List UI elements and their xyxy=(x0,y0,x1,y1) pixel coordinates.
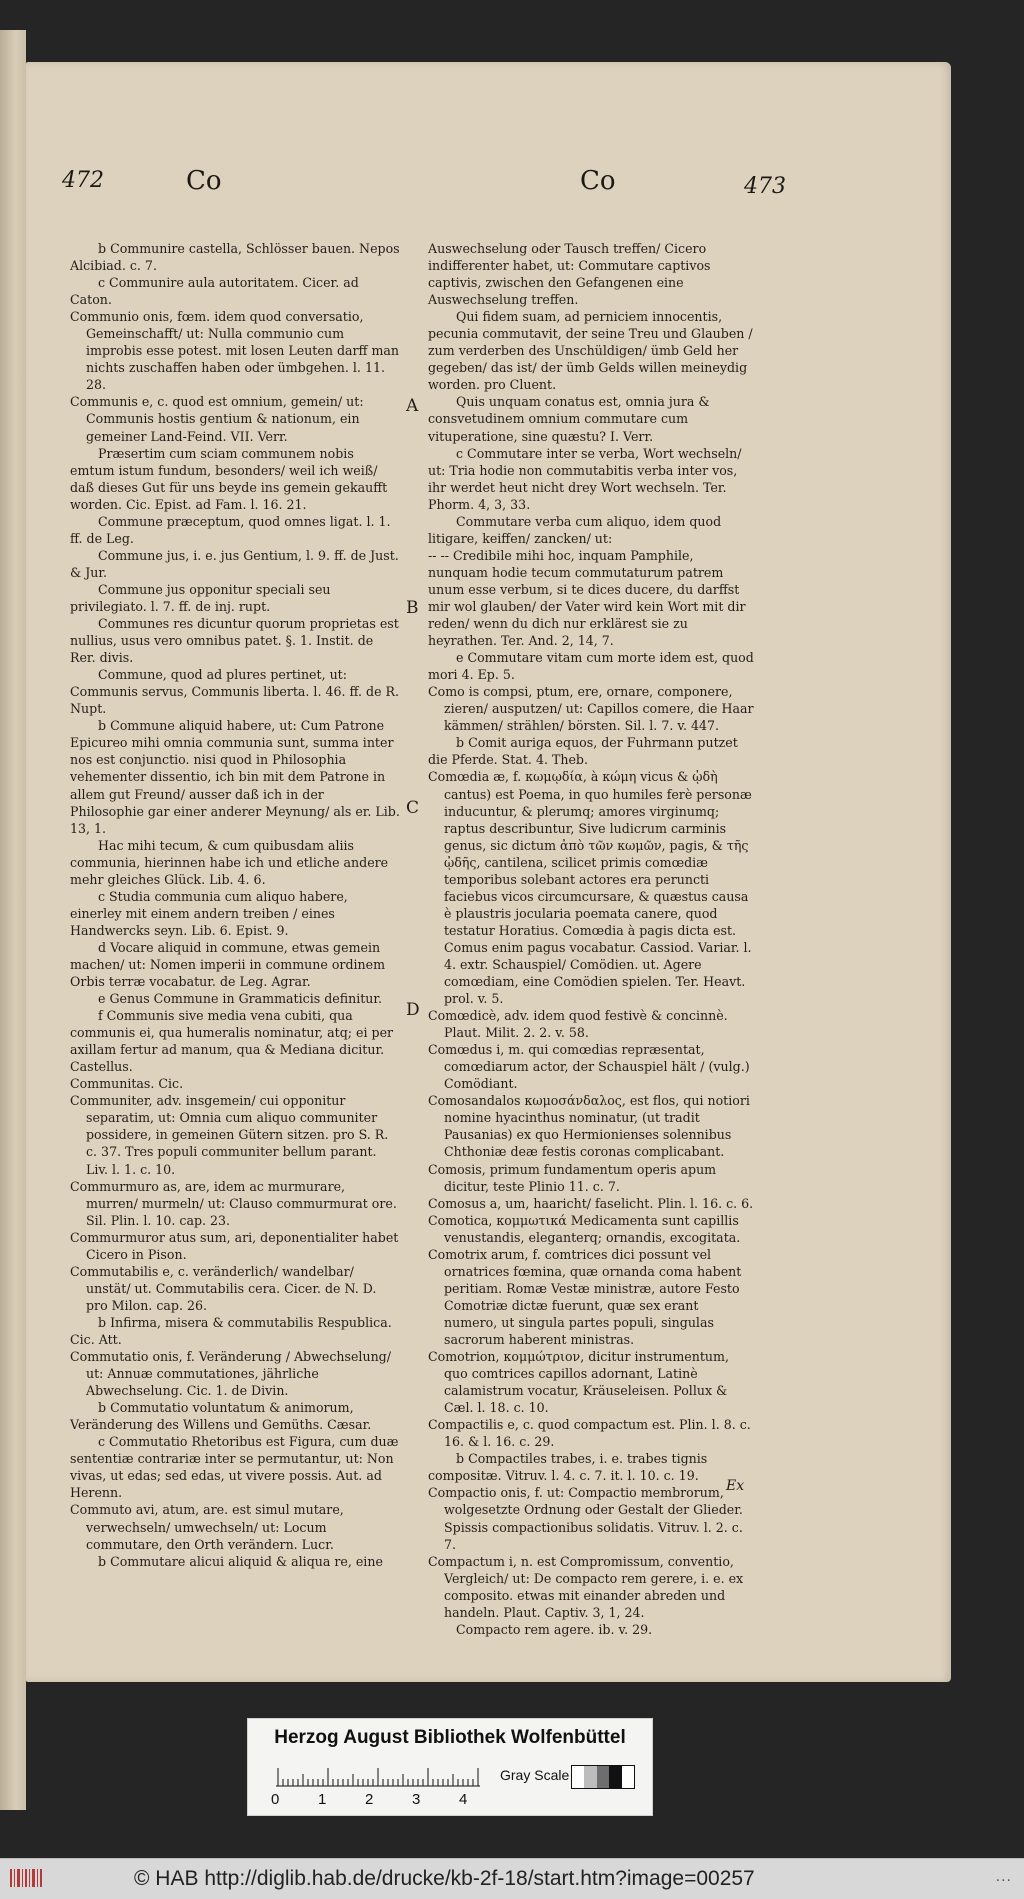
ruler-number: 3 xyxy=(412,1791,421,1808)
barcode-icon[interactable] xyxy=(8,1867,44,1889)
entry: Como is compsi, ptum, ere, ornare, componere, zieren/ ausputzen/ ut: Capillos comere, die Haar kämmen/ strählen/ börsten. Sil. l. 7. v. 447. xyxy=(428,684,754,734)
entry: b Commutatio voluntatum & animorum, Veränderung des Willens und Gemüths. Cæsar. xyxy=(70,1400,372,1433)
color-target-card xyxy=(247,1718,653,1816)
gray-swatch xyxy=(622,1766,634,1788)
margin-mark-c: C xyxy=(406,798,420,818)
entry: Comosus a, um, haaricht/ faselicht. Plin. l. 16. c. 6. xyxy=(428,1195,754,1211)
margin-mark-d: D xyxy=(406,1000,420,1020)
entry: Commutatio onis, f. Veränderung / Abwechselung/ ut: Annuæ commutationes, jährliche Abwechselung. Cic. 1. de Divin. xyxy=(70,1349,391,1399)
entry: Commuto avi, atum, are. est simul mutare, verwechseln/ umwechseln/ ut: Locum commutare, den Orth verändern. Lucr. xyxy=(70,1502,344,1552)
left-text-column xyxy=(70,240,400,1570)
right-text-column xyxy=(428,240,754,1638)
entry: Comosandalos κωμοσάνδαλος, est flos, qui notiori nomine hyacinthus nominatur, (ut tradit Pausanias) ex quo Hermionienses solennibus Chthoniæ deæ festis coronas complicabant. xyxy=(428,1093,750,1160)
entry: Comœdia æ, f. κωμῳδία, à κώμη vicus & ᾠδὴ cantus) est Poema, in quo humiles ferè personæ inducuntur, & plerumq; amores virginumq; raptus describuntur, Sive ludicrum carminis genus, sic dictum ἀπὸ τῶν κωμῶν, pagis, & τῆς ᾠδῆς, cantilena, scilicet primis comœdiæ temporibus solebant actores era peruncti faciebus vicos circumcursare, & quæstus causa è plaustris jocularia poemata canere, quod testatur Horatius. Comœdia à pagis dicta est. Comus enim pagus vocabatur. Cassiod. Variar. l. 4. extr. Schauspiel/ Comödien. ut. Agere comœdiam, eine Comödien spielen. Ter. Heavt. prol. v. 5. xyxy=(428,769,752,1007)
copyright-url-link[interactable]: © HAB http://diglib.hab.de/drucke/kb-2f-18/start.htm?image=00257 xyxy=(134,1867,755,1890)
entry: Comotica, κομμωτικά Medicamenta sunt capillis venustandis, eleganterq; ornandis, excogitata. xyxy=(428,1212,741,1245)
entry: b Infirma, misera & commutabilis Respublica. Cic. Att. xyxy=(70,1314,392,1347)
gray-swatch xyxy=(572,1766,584,1788)
entry: c Commutare inter se verba, Wort wechseln/ ut: Tria hodie non commutabitis verba inter vos, ihr werdet heut nicht drey Wort wechseln. Ter. Phorm. 4, 3, 33. xyxy=(428,445,742,512)
entry: Comœdus i, m. qui comœdias repræsentat, comœdiarum actor, der Schauspiel hält / (vulg.) Comödiant. xyxy=(428,1042,750,1092)
entry: f Communis sive media vena cubiti, qua communis ei, qua humeralis nominatur, atq; ei per axillam fertur ad manum, qua & Mediana dicitur. Castellus. xyxy=(70,1008,394,1075)
ruler-number: 1 xyxy=(318,1791,327,1808)
entry: Qui fidem suam, ad perniciem innocentis, pecunia commutavit, der seine Treu und Glauben / zum verderben des Unschüldigen/ ümb Geld her gegeben/ das ist/ der ümb Gelds willen meineydig worden. pro Cluent. xyxy=(428,309,753,393)
entry: b Commune aliquid habere, ut: Cum Patrone Epicureo mihi omnia communia sunt, summa inter nos est conjunctio. nisi quod in Philosophia vehementer dissentio, ich bin mit dem Patrone in allem gut Freund/ ausser daß ich in der Philosophie gar einer anderer Meynung/ als er. Lib. 13, 1. xyxy=(70,718,400,836)
entry: Communis e, c. quod est omnium, gemein/ ut: Communis hostis gentium & nationum, ein gemeiner Land-Feind. VII. Verr. xyxy=(70,394,364,444)
entry: Commurmuror atus sum, ari, deponentialiter habet Cicero in Pison. xyxy=(70,1229,399,1262)
entry: e Genus Commune in Grammaticis definitur. xyxy=(98,991,383,1007)
entry: b Commutare alicui aliquid & aliqua re, eine xyxy=(98,1553,383,1569)
entry: Auswechselung oder Tausch treffen/ Cicero indifferenter habet, ut: Commutare captivos captivis, zwischen den Gefangenen eine Auswechselung treffen. xyxy=(428,241,711,308)
viewer-footer-bar xyxy=(0,1858,1024,1899)
entry: b Communire castella, Schlösser bauen. Nepos Alcibiad. c. 7. xyxy=(70,241,400,274)
entry: b Comit auriga equos, der Fuhrmann putzet die Pferde. Stat. 4. Theb. xyxy=(428,735,738,768)
entry: Comotrix arum, f. comtrices dici possunt vel ornatrices fœmina, quæ ornanda coma habent peritiam. Romæ Vestæ ministræ, autore Festo Comotriæ dictæ fuerunt, quæ sex erant numero, ut singula partes populi, singulas sacrorum haberent ministras. xyxy=(428,1246,742,1347)
gray-swatch xyxy=(609,1766,621,1788)
entry: b Compactiles trabes, i. e. trabes tignis compositæ. Vitruv. l. 4. c. 7. it. l. 10. c. 19. xyxy=(428,1451,708,1484)
margin-mark-b: B xyxy=(406,598,419,618)
right-head-word: Co xyxy=(580,166,616,196)
gray-swatch xyxy=(597,1766,609,1788)
ruler-number: 0 xyxy=(271,1791,280,1808)
ruler-number: 2 xyxy=(365,1791,374,1808)
entry: Commurmuro as, are, idem ac murmurare, murren/ murmeln/ ut: Clauso commurmurat ore. Sil. Plin. l. 10. cap. 23. xyxy=(70,1178,397,1228)
entry: Commutare verba cum aliquo, idem quod litigare, keiffen/ zancken/ ut: xyxy=(428,513,722,546)
entry: -- -- Credibile mihi hoc, inquam Pamphile, nunquam hodie tecum commutaturum patrem unum esse verbum, si te dices ducere, du darffst mir wol glauben/ der Vater wird kein Wort mit dir reden/ wenn du dich nur erklärest sie zu heyrathen. Ter. And. 2, 14, 7. xyxy=(428,547,746,649)
gray-swatch xyxy=(584,1766,596,1788)
entry: Communes res dicuntur quorum proprietas est nullius, usus vero omnibus patet. §. 1. Instit. de Rer. divis. xyxy=(70,616,399,666)
left-head-word: Co xyxy=(186,166,222,196)
gray-scale-label: Gray Scale xyxy=(500,1767,570,1783)
entry: Compacto rem agere. ib. v. 29. xyxy=(456,1621,653,1637)
entry: Compactio onis, f. ut: Compactio membrorum, wolgesetzte Ordnung oder Gestalt der Glieder. Spissis compactionibus solidatis. Vitruv. l. 2. c. 7. xyxy=(428,1485,743,1552)
entry: Commutabilis e, c. veränderlich/ wandelbar/ unstät/ ut. Commutabilis cera. Cicer. de N. D. pro Milon. cap. 26. xyxy=(70,1263,377,1313)
entry: e Commutare vitam cum morte idem est, quod mori 4. Ep. 5. xyxy=(428,650,754,683)
entry: Præsertim cum sciam communem nobis emtum istum fundum, besonders/ weil ich weiß/ daß dieses Gut für uns beyde ins gemein gekaufft worden. Cic. Epist. ad Fam. l. 16. 21. xyxy=(70,445,388,512)
entry: c Communire aula autoritatem. Cicer. ad Caton. xyxy=(70,275,359,308)
entry: Compactum i, n. est Compromissum, conventio, Vergleich/ ut: De compacto rem gerere, i. e. ex composito. etwas mit einander abreden und handeln. Plaut. Captiv. 3, 1, 24. xyxy=(428,1553,744,1620)
library-name: Herzog August Bibliothek Wolfenbüttel xyxy=(274,1727,626,1748)
entry: d Vocare aliquid in commune, etwas gemein machen/ ut: Nomen imperii in commune ordinem Orbis terræ vocabatur. de Leg. Agrar. xyxy=(70,939,386,990)
entry: Quis unquam conatus est, omnia jura & consvetudinem omnium commutare cum vituperatione, sine quæstu? I. Verr. xyxy=(428,394,710,444)
entry: Comœdicè, adv. idem quod festivè & concinnè. Plaut. Milit. 2. 2. v. 58. xyxy=(428,1008,728,1041)
entry: Comotrion, κομμώτριον, dicitur instrumentum, quo comtrices capillos adornant, Latinè calamistrum vocatur, Kräuseleisen. Pollux & Cæl. l. 18. c. 10. xyxy=(428,1349,729,1416)
more-options-icon[interactable]: ... xyxy=(995,1868,1012,1885)
entry: Commune jus, i. e. jus Gentium, l. 9. ff. de Just. & Jur. xyxy=(70,547,399,580)
entry: Comosis, primum fundamentum operis apum dicitur, teste Plinio 11. c. 7. xyxy=(428,1161,717,1194)
ruler-number: 4 xyxy=(459,1791,468,1808)
left-page-number: 472 xyxy=(62,168,104,193)
gray-scale-bar xyxy=(571,1765,635,1789)
entry: Compactilis e, c. quod compactum est. Plin. l. 8. c. 16. & l. 16. c. 29. xyxy=(428,1417,751,1450)
margin-mark-a: A xyxy=(406,396,419,416)
entry: Communio onis, fœm. idem quod conversatio, Gemeinschafft/ ut: Nulla communio cum improbis esse potest. mit losen Leuten darff man nichts zuschaffen haben oder ümbgehen. l. 11. 28. xyxy=(70,309,400,393)
entry: Communitas. Cic. xyxy=(70,1076,184,1092)
entry: Commune, quod ad plures pertinet, ut: Communis servus, Communis liberta. l. 46. ff. de R. Nupt. xyxy=(70,667,400,717)
entry: Hac mihi tecum, & cum quibusdam aliis communia, hierinnen habe ich und etliche andere mehr gleiches Glück. Lib. 4. 6. xyxy=(70,837,389,887)
entry: c Commutatio Rhetoribus est Figura, cum duæ sententiæ contrariæ inter se permutantur, ut: Non vivas, ut edas; sed edas, ut vivere possis. Aut. ad Herenn. xyxy=(70,1434,399,1501)
entry: Communiter, adv. insgemein/ cui opponitur separatim, ut: Omnia cum aliquo communiter possidere, in gemeinen Gütern sitzen. pro S. R. c. 37. Tres populi communiter bellum parant. Liv. l. 1. c. 10. xyxy=(70,1093,389,1177)
scale-ruler xyxy=(276,1765,486,1787)
entry: Commune præceptum, quod omnes ligat. l. 1. ff. de Leg. xyxy=(70,513,391,546)
catchword: Ex xyxy=(726,1478,745,1494)
right-page-number: 473 xyxy=(744,174,786,199)
entry: Commune jus opponitur speciali seu privilegiato. l. 7. ff. de inj. rupt. xyxy=(70,581,331,614)
left-page-edge xyxy=(0,30,26,1810)
entry: c Studia communia cum aliquo habere, einerley mit einem andern treiben / eines Handwercks seyn. Lib. 6. Epist. 9. xyxy=(70,888,348,938)
